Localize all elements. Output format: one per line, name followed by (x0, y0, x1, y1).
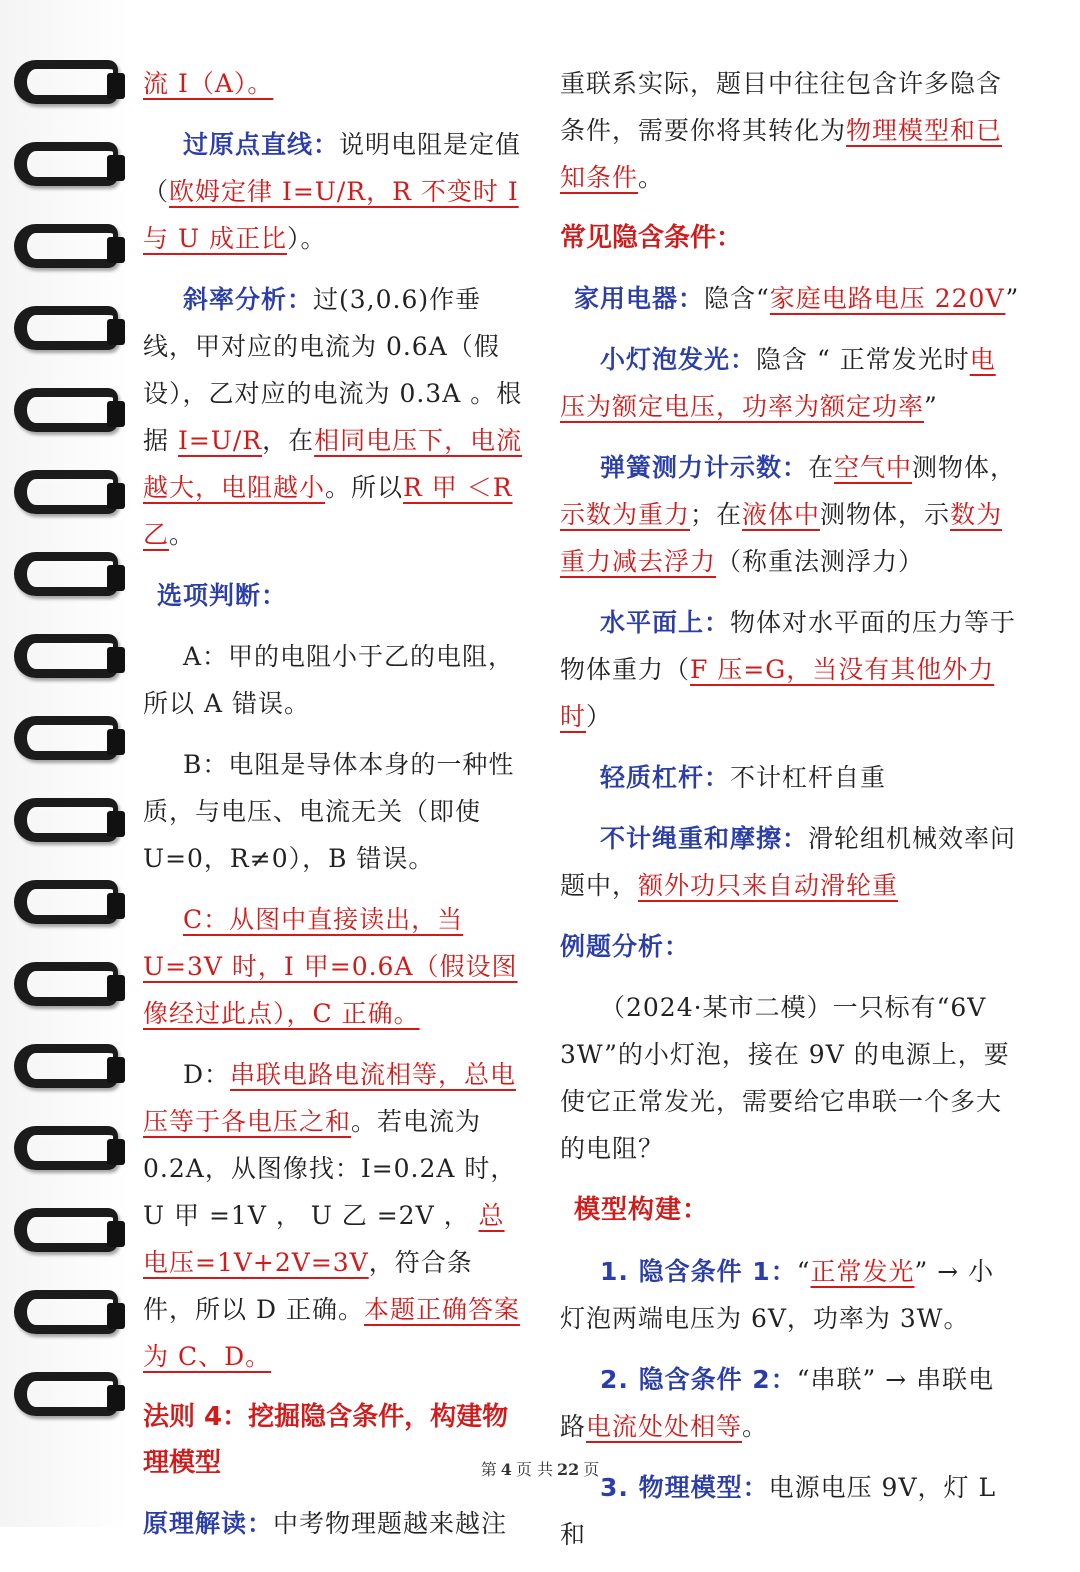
point-heading: 过原点直线： (183, 130, 340, 159)
binding-ring-icon (14, 142, 118, 186)
body-text: ” → 小灯泡两端电压为 6V，功率为 3W。 (560, 1257, 995, 1333)
red-underlined-text: 本题正确答案为 C、D。 (143, 1295, 520, 1371)
point-heading: 小灯泡发光： (600, 345, 757, 374)
footer-text: 页 共 (515, 1460, 553, 1479)
body-text: 重联系实际，题目中往往包含许多隐含条件，需要你将其转化为 (560, 69, 1003, 145)
body-text: D： (183, 1060, 231, 1089)
binding-ring-icon (14, 1290, 118, 1334)
footer-text: 页 (583, 1460, 600, 1479)
binding-ring-icon (14, 306, 118, 350)
body-text: 中考物理题越来越注 (273, 1509, 508, 1538)
body-text: ，在 (262, 426, 315, 455)
condition-item (560, 444, 1020, 585)
binding-ring-icon (14, 962, 118, 1006)
point-heading: 轻质杠杆： (600, 763, 731, 792)
paragraph (143, 572, 523, 619)
paragraph (560, 1186, 1020, 1234)
red-underlined-text: C：从图中直接读出，当 U=3V 时，I 甲=0.6A（假设图像经过此点），C 正确。 (143, 905, 518, 1028)
spiral-binding (0, 60, 140, 1460)
paragraph (143, 121, 523, 262)
section-heading: 例题分析： (560, 932, 691, 961)
paragraph (560, 923, 1020, 970)
condition-item (560, 336, 1020, 430)
red-underlined-text: 欧姆定律 I=U/R，R 不变时 I 与 U 成正比 (143, 177, 519, 253)
body-text: ，符合条件，所以 D 正确。 (143, 1248, 473, 1324)
body-text: 说明电阻是定值（ (143, 130, 522, 206)
footer-text: 第 (480, 1460, 497, 1479)
right-column (560, 60, 1020, 1572)
section-heading: 模型构建： (574, 1195, 710, 1225)
condition-item (560, 754, 1020, 801)
body-text: “串联” → 串联电路 (560, 1365, 995, 1441)
body-text: 。 (742, 1412, 769, 1441)
step-heading: 3. 物理模型： (600, 1473, 769, 1502)
binding-ring-icon (14, 1208, 118, 1252)
example-text: （2024·某市二模）一只标有“6V 3W”的小灯泡，接在 9V 的电源上，要使它正常发光，需要给它串联一个多大的电阻？ (560, 993, 1010, 1163)
option-c (143, 896, 523, 1037)
page-total: 22 (556, 1460, 580, 1479)
body-text: 不计杠杆自重 (730, 763, 887, 792)
condition-item (560, 815, 1020, 909)
option-d (143, 1051, 523, 1380)
binding-ring-icon (14, 1044, 118, 1088)
binding-ring-icon (14, 470, 118, 514)
body-text: ）。 (286, 224, 327, 253)
body-text: 物体对水平面的压力等于物体重力（ (560, 608, 1017, 684)
red-underlined-text: 额外功只来自动滑轮重 (638, 871, 899, 900)
red-underlined-text: 总电压=1V+2V=3V (143, 1201, 505, 1277)
binding-ring-icon (14, 552, 118, 596)
red-underlined-text: F 压=G，当没有其他外力时 (560, 655, 995, 731)
binding-ring-icon (14, 60, 118, 104)
body-text: 。 (169, 520, 196, 549)
left-column (143, 60, 523, 1561)
red-underlined-text: 相同电压下，电流越大，电阻越小 (143, 426, 523, 502)
red-underlined-text: 家庭电路电压 220V (769, 284, 1006, 313)
point-heading: 水平面上： (600, 608, 731, 637)
option-b: B：电阻是导体本身的一种性质，与电压、电流无关（即使 U=0，R≠0），B 错误。 (143, 750, 515, 873)
red-underlined-text: 电压为额定电压，功率为额定功率 (560, 345, 996, 421)
red-underlined-text: R 甲 ＜R 乙 (143, 473, 513, 549)
page-footer (0, 1457, 1080, 1480)
body-text: 滑轮组机械效率问题中， (560, 824, 1017, 900)
red-underlined-text: I=U/R (177, 426, 263, 455)
red-underlined-text: 流 I（A）。 (143, 69, 274, 98)
body-text: 。所以 (325, 473, 404, 502)
point-heading: 斜率分析： (183, 285, 314, 314)
binding-ring-icon (14, 634, 118, 678)
red-underlined-text: 串联电路电流相等，总电压等于各电压之和 (143, 1060, 517, 1136)
red-underlined-text: 示数为重力 (560, 500, 691, 529)
condition-item (560, 275, 1020, 322)
binding-ring-icon (14, 798, 118, 842)
red-underlined-text: 物理模型和已知条件 (560, 116, 1003, 192)
step-heading: 2. 隐含条件 2： (600, 1365, 797, 1394)
point-heading: 弹簧测力计示数： (600, 453, 809, 482)
red-underlined-text: 液体中 (742, 500, 821, 529)
body-text: 。若电流为 0.2A，从图像找：I=0.2A 时，U 甲 =1V ， U 乙 =2V ， (143, 1107, 517, 1230)
body-text: ” (1005, 284, 1020, 313)
body-text: “ (796, 1257, 811, 1286)
paragraph (143, 1500, 523, 1547)
red-underlined-text: 电流处处相等 (586, 1412, 743, 1441)
step-heading: 1. 隐含条件 1： (600, 1257, 797, 1286)
body-text: 测物体， (912, 453, 1017, 482)
body-text: 隐含“ (704, 284, 770, 313)
body-text: 隐含 “ 正常发光时 (756, 345, 970, 374)
body-text: 电源电压 9V，灯 L 和 (560, 1473, 997, 1549)
page-number: 4 (500, 1460, 512, 1479)
red-underlined-text: 正常发光 (810, 1257, 915, 1286)
body-text: （称重法测浮力） (716, 547, 925, 576)
body-text: 。 (638, 163, 665, 192)
red-underlined-text: 数为重力减去浮力 (560, 500, 1003, 576)
binding-ring-icon (14, 1372, 118, 1416)
section-heading: 常见隐含条件： (560, 223, 743, 253)
body-text: 在 (808, 453, 835, 482)
model-step (560, 1248, 1020, 1342)
point-heading: 不计绳重和摩擦： (600, 824, 809, 853)
binding-ring-icon (14, 716, 118, 760)
point-heading: 原理解读： (143, 1509, 274, 1538)
binding-ring-icon (14, 1126, 118, 1170)
body-text: ；在 (690, 500, 743, 529)
binding-ring-icon (14, 388, 118, 432)
model-step (560, 1356, 1020, 1450)
binding-ring-icon (14, 224, 118, 268)
section-heading: 选项判断： (157, 581, 288, 610)
paragraph (560, 60, 1020, 201)
body-text: ） (586, 702, 613, 731)
red-underlined-text: 空气中 (834, 453, 913, 482)
body-text: 测物体，示 (820, 500, 951, 529)
point-heading: 家用电器： (574, 284, 705, 313)
option-a: A：甲的电阻小于乙的电阻，所以 A 错误。 (143, 642, 515, 718)
rule-heading: 法则 4：挖掘隐含条件，构建物理模型 (143, 1402, 509, 1478)
paragraph (143, 276, 523, 558)
binding-ring-icon (14, 880, 118, 924)
body-text: 过(3,0.6)作垂线，甲对应的电流为 0.6A（假设），乙对应的电流为 0.3A 。根据 (143, 285, 523, 455)
body-text: ” (924, 392, 938, 421)
condition-item (560, 599, 1020, 740)
paragraph (143, 60, 523, 107)
